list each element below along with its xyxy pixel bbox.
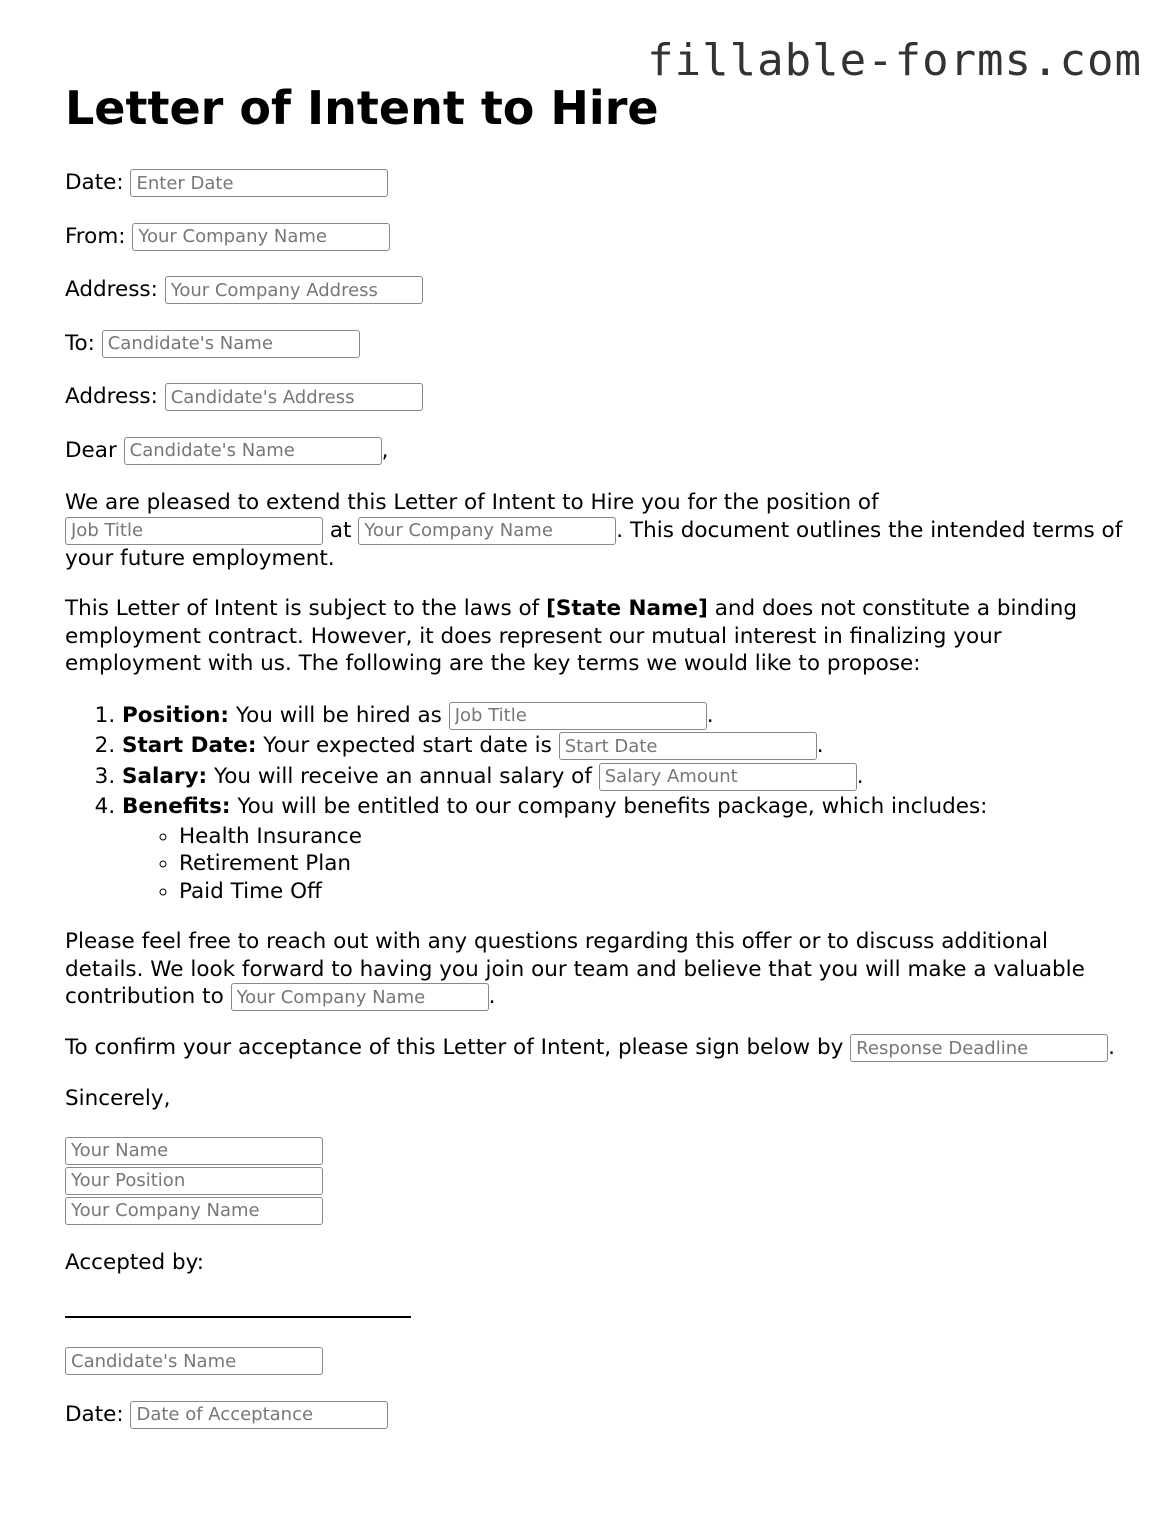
salutation-row [65,436,1125,466]
benefits-list [122,823,1125,906]
signer-name-input[interactable] [65,1137,323,1165]
from-company-input[interactable] [132,223,390,251]
confirm-paragraph [65,1034,1125,1062]
date-row [65,168,1125,198]
term-label: Benefits: [122,794,231,819]
benefit-item: ◦ Health Insurance [179,823,1125,851]
period: . [1108,1035,1116,1060]
candidate-address-row [65,382,1125,412]
closing-text: Please feel free to reach out with any questions regarding this offer or to discuss additional details. We look forward to having you join our team and believe that you will make a valuable contribution to [65,929,1085,1009]
response-deadline-input[interactable] [850,1034,1108,1062]
intro-job-title-input[interactable] [65,517,323,545]
candidate-name-input[interactable] [65,1347,323,1375]
term-label: Position: [122,702,230,728]
term-position [122,701,1125,732]
from-label: From: [65,223,126,249]
law-text: This Letter of Intent is subject to the laws of [65,596,540,621]
signer-position-input[interactable] [65,1167,323,1195]
benefit-item: ◦ Retirement Plan [179,850,1125,878]
period: . [488,984,496,1009]
intro-company-input[interactable] [358,517,616,545]
term-salary [122,762,1125,793]
intro-at: at [329,517,352,543]
candidate-address-label: Address: [65,384,158,409]
acceptance-date-input[interactable] [130,1401,388,1429]
from-row [65,222,1125,252]
signer-company-input[interactable] [65,1197,323,1225]
term-text: You will receive an annual salary of [213,763,592,789]
term-label: Start Date: [122,733,257,758]
intro-text: We are pleased to extend this Letter of Intent to Hire you for the position of [65,490,879,515]
closing-company-input[interactable] [231,983,489,1011]
company-address-label: Address: [65,277,158,302]
intro-text-end: . This document outlines the intended terms of your future employment. [65,517,1123,571]
term-start-date [122,731,1125,762]
position-job-title-input[interactable] [449,702,707,730]
company-address-input[interactable] [165,276,423,304]
signer-block [65,1137,1125,1225]
acceptance-date-label: Date: [65,1401,124,1427]
term-benefits [122,792,1125,905]
sincerely: Sincerely, [65,1086,171,1111]
candidate-address-input[interactable] [165,383,423,411]
salary-amount-input[interactable] [599,763,857,791]
to-row [65,329,1125,359]
page-title: Letter of Intent to Hire [65,81,659,135]
to-candidate-input[interactable] [102,330,360,358]
date-input[interactable] [130,169,388,197]
salutation-comma: , [381,437,389,463]
benefit-item: ◦ Paid Time Off [179,878,1125,906]
signature-line[interactable] [65,1316,411,1318]
state-name: [State Name] [546,596,708,621]
start-date-input[interactable] [559,732,817,760]
company-address-row [65,275,1125,305]
period: . [706,702,714,728]
candidate-name-row [65,1346,1125,1376]
watermark: fillable-forms.com [647,35,1142,86]
confirm-text: To confirm your acceptance of this Letter of Intent, please sign below by [65,1035,844,1060]
letter-body [65,80,1125,1453]
date-label: Date: [65,170,124,195]
accepted-by-label: Accepted by: [65,1249,205,1275]
law-paragraph [65,595,1125,678]
period: . [856,763,864,789]
salutation-label: Dear [65,437,117,463]
salutation-name-input[interactable] [124,437,382,465]
terms-list [65,701,1125,906]
term-text: You will be entitled to our company benefits package, which includes: [237,794,988,819]
period: . [816,733,824,758]
acceptance-date-row [65,1400,1125,1430]
term-text: Your expected start date is [263,733,552,758]
closing-paragraph [65,928,1125,1011]
intro-paragraph [65,489,1125,572]
term-text: You will be hired as [235,702,442,728]
to-label: To: [65,330,95,356]
term-label: Salary: [122,763,208,789]
law-text-end: and does not constitute a binding employment contract. However, it does represent our mutual interest in finalizing your employment with us. The following are the key terms we would like to propose: [65,596,1077,676]
